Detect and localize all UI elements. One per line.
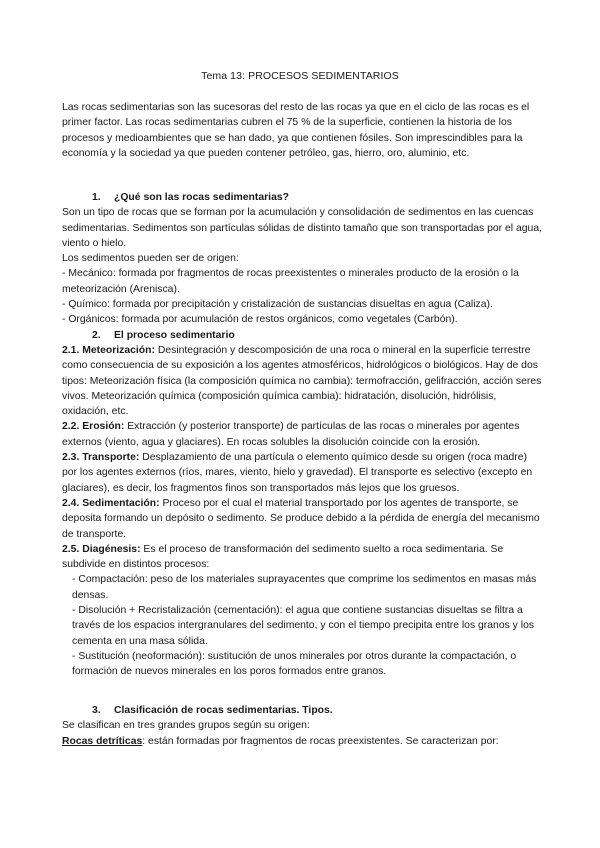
process-term: 2.1. Meteorización: <box>62 344 155 356</box>
origin-item: - Mecánico: formada por fragmentos de rocas preexistentes o minerales producto de la erosión o la meteorización (Arenisca). <box>62 268 519 295</box>
rocas-detriticas-line <box>62 734 542 749</box>
section-3-paragraph: Se clasifican en tres grandes grupos según su origen: <box>62 720 310 732</box>
process-term: 2.2. Erosión: <box>62 421 125 433</box>
intro-block <box>62 100 542 161</box>
process-text: Desintegración y descomposición de una roca o mineral en la superficie terrestre como consecuencia de su exposición a los agentes atmosféricos, hidrológicos o biológicos. Hay de dos tipos: Meteorización física (la composición química no cambia): termofracción, gelifracción, acción seres vivos. Meteorización química (composición química cambia): hidratación, disolución, hidrólisis, oxidación, etc. <box>62 344 542 418</box>
document-title: Tema 13: PROCESOS SEDIMENTARIOS <box>201 70 399 82</box>
section-2-number: 2. <box>92 329 101 341</box>
origin-item: - Orgánicos: formada por acumulación de restos orgánicos, como vegetales (Carbón). <box>62 314 458 326</box>
section-3-block <box>62 703 542 749</box>
diagenesis-item: - Disolución + Recristalización (cementación): el agua que contiene sustancias disueltas se filtra a través de los espacios intergranulares del sedimento, y con el tiempo precipita entre los granos y los cementa en una masa sólida. <box>72 605 535 647</box>
diagenesis-item: - Compactación: peso de los materiales suprayacentes que comprime los sedimentos en masas más densas. <box>72 574 537 601</box>
process-text: Es el proceso de transformación del sedimento suelto a roca sedimentaria. Se subdivide en distintos procesos: <box>62 543 504 571</box>
section-1-2-block <box>62 190 542 680</box>
section-1-origins-intro: Los sedimentos pueden ser de origen: <box>62 253 239 265</box>
section-3-title: Clasificación de rocas sedimentarias. Tipos. <box>114 705 333 716</box>
intro-paragraph: Las rocas sedimentarias son las sucesoras del resto de las rocas ya que en el ciclo de las rocas es el primer factor. Las rocas sedimentarias cubren el 75 % de la superficie, contienen la historia de los procesos y medioambientes que se han dado, ya que contienen fósiles. Son imprescindibles para la economía y la sociedad ya que pueden contener petróleo, gas, hierro, oro, aluminio, etc. <box>62 102 530 159</box>
process-text: Proceso por el cual el material transportado por los agentes de transporte, se deposita formando un depósito o sedimento. Se produce debido a la pérdida de energía del mecanismo de transporte. <box>62 497 540 540</box>
section-1-heading <box>62 190 542 205</box>
section-2-title: El proceso sedimentario <box>114 329 235 341</box>
origin-item: - Químico: formada por precipitación y cristalización de sustancias disueltas en agua (Caliza). <box>62 299 493 311</box>
process-term: 2.4. Sedimentación: <box>62 497 160 509</box>
section-1-number: 1. <box>92 192 101 203</box>
diagenesis-item: - Sustitución (neoformación): sustitución de unos minerales por otros durante la compactación, o formación de nuevos minerales en los poros formados entre granos. <box>72 650 517 678</box>
section-1-paragraph: Son un tipo de rocas que se forman por la acumulación y consolidación de sedimentos en las cuencas sedimentarias. Sedimentos son partículas sólidas de distinto tamaño que son transportadas por el agua, viento o hielo. <box>62 207 542 249</box>
process-item-transporte <box>62 450 542 496</box>
rocas-detriticas-text: : están formadas por fragmentos de rocas preexistentes. Se caracterizan por: <box>142 735 499 747</box>
rocas-detriticas-term: Rocas detríticas <box>62 735 143 747</box>
process-term: 2.3. Transporte: <box>62 452 140 464</box>
process-text: Desplazamiento de una partícula o elemento químico desde su origen (roca madre) por los agentes externos (ríos, mares, viento, hielo y gravedad). El transporte es selectivo (excepto en glaciares), es decir, los fragmentos finos son transportados más lejos que los gruesos. <box>62 452 533 494</box>
process-item-erosion <box>62 419 542 450</box>
process-item-meteorizacion <box>62 343 542 419</box>
process-text: Extracción (y posterior transporte) de partículas de las rocas o minerales por agentes externos (viento, agua y glaciares). En rocas solubles la disolución coincide con la erosión. <box>62 421 520 448</box>
process-item-sedimentacion <box>62 496 542 542</box>
process-item-diagenesis <box>62 542 542 573</box>
section-3-number: 3. <box>92 705 101 716</box>
section-3-heading <box>62 703 542 718</box>
section-1-title: ¿Qué son las rocas sedimentarias? <box>114 192 289 203</box>
process-term: 2.5. Diagénesis: <box>62 543 141 555</box>
section-2-heading <box>62 328 542 343</box>
